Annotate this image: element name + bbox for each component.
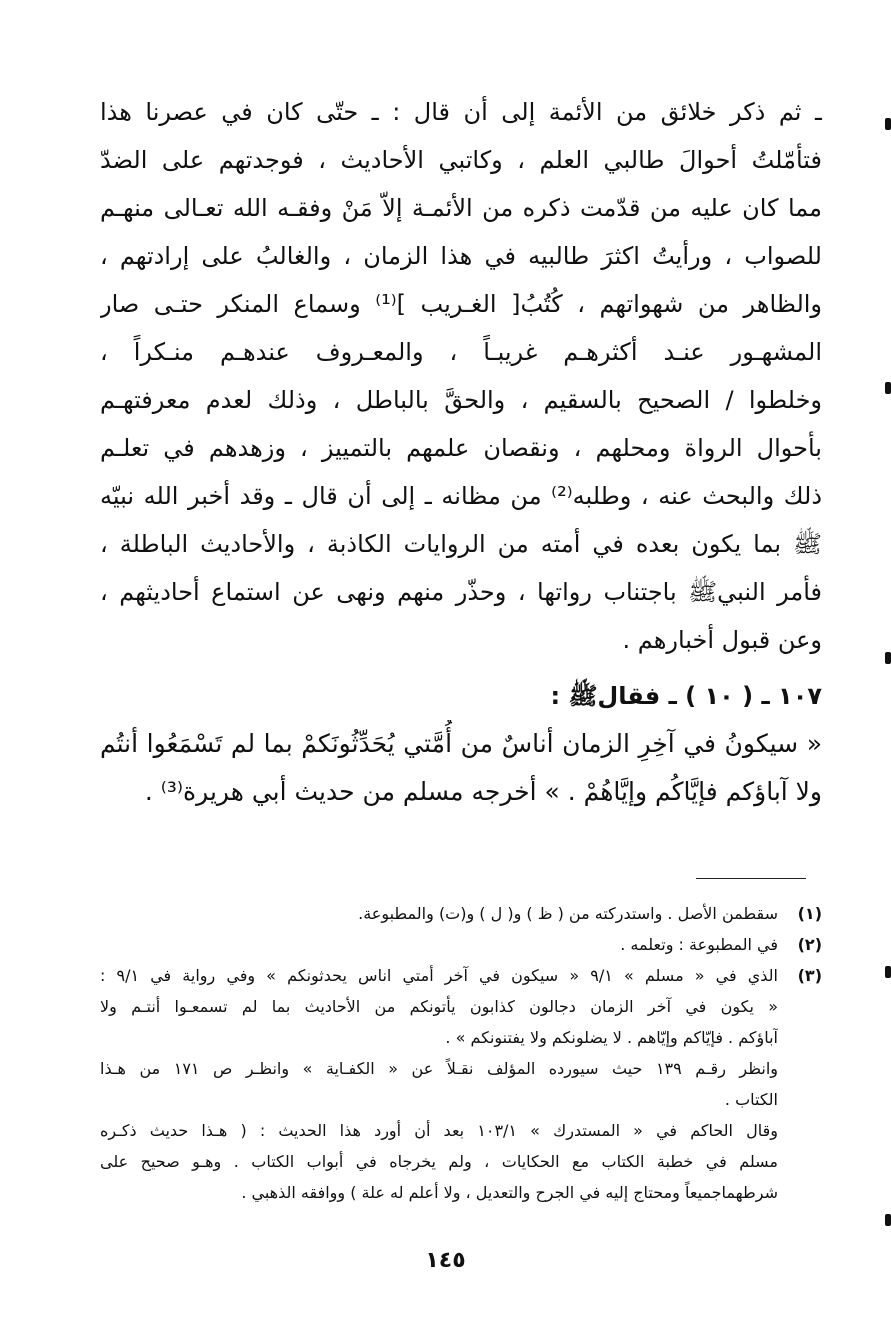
main-text-block (100, 88, 822, 816)
text-line: ذلك والبحث عنه ، وطلبه⁽²⁾ من مظانه ـ إلى أن قال ـ وقد أخبر الله نبيّه (100, 482, 822, 510)
footnote-number: (١) (797, 904, 822, 923)
hadith-heading: ١٠٧ ـ ( ١٠ ) ـ فقالﷺ : (550, 682, 822, 710)
text-line: فتأمّلتُ أحوالَ طالبي العلم ، وكاتبي الأحاديث ، فوجدتهم على الضدّ (100, 146, 822, 174)
footnote (100, 929, 822, 960)
footnote-number: (٣) (797, 966, 822, 985)
text-line: وعن قبول أخبارهم . (622, 626, 822, 654)
footnote-body (100, 960, 778, 1208)
text-line: والظاهر من شهواتهم ، كُتُبُ[ الغـريب ]⁽¹⁾ وسماع المنكر حتـى صار (100, 290, 822, 318)
text-line: فأمر النبيﷺ باجتناب رواتها ، وحذّر منهم ونهى عن استماع أحاديثهم ، (100, 578, 822, 606)
scan-edge-mark (885, 652, 891, 664)
footnote-line: آباؤكم . فإيّاكم وإيّاهم . لا يضلونكم ولا يفتنونكم » . (445, 1028, 778, 1047)
footnote-number: (٢) (797, 935, 822, 954)
page-number: ١٤٥ (425, 1248, 466, 1273)
text-line: ـ ثم ذكر خلائق من الأئمة إلى أن قال : ـ حتّى كان في عصرنا هذا (100, 98, 822, 126)
scan-edge-mark (885, 1214, 891, 1226)
footnote-line: مسلم في خطبة الكتاب مع الحكايات ، ولم يخرجاه في أبواب الكتاب . وهـو صحيح على (100, 1152, 778, 1171)
footnote-line: وقال الحاكم في « المستدرك » ١٠٣/١ بعد أن أورد هذا الحديث : ( هـذا حديث ذكـره (100, 1121, 778, 1140)
footnote-line: الذي في « مسلم » ٩/١ « سيكون في آخر أمتي اناس يحدثونكم » وفي رواية في ٩/١ : (100, 966, 778, 985)
footnote-line: في المطبوعة : وتعلمه . (620, 935, 778, 954)
footnote-separator (696, 878, 806, 879)
scan-edge-mark (885, 966, 891, 978)
text-line: وخلطوا / الصحيح بالسقيم ، والحقَّ بالباطل ، وذلك لعدم معرفتهـم (100, 386, 822, 414)
footnote-line: شرطهماجميعاً ومحتاج إليه في الجرح والتعديل ، ولا أعلم له علة ) ووافقه الذهبي . (241, 1183, 778, 1202)
footnote-line: « يكون في آخر الزمان دجالون كذابون يأتونكم من الأحاديث بما لم تسمعـوا أنتـم ولا (100, 997, 778, 1016)
footnote-line: الكتاب . (724, 1090, 778, 1109)
footnote-line: سقطمن الأصل . واستدركته من ( ظ ) و( ل ) و(ت) والمطبوعة. (358, 904, 778, 923)
footnote (100, 960, 822, 1208)
text-line: للصواب ، ورأيتُ اكثرَ طالبيه في هذا الزمان ، والغالبُ على إرادتهم ، (100, 242, 822, 270)
scan-edge-mark (885, 118, 891, 130)
hadith-text-line: ولا آباؤكم فإيَّاكُم وإيَّاهُمْ . » أخرجه مسلم من حديث أبي هريرة⁽³⁾ . (144, 777, 822, 806)
footnote-line: وانظر رقـم ١٣٩ حيث سيورده المؤلف نقـلاً عن « الكفـاية » وانظـر ص ١٧١ من هـذا (100, 1059, 778, 1078)
text-line: المشهـور عنـد أكثرهـم غريبـاً ، والمعـروف عندهـم منـكراً ، (100, 338, 822, 366)
footnote-body (100, 898, 778, 929)
footnote (100, 898, 822, 929)
hadith-text-line: « سيكونُ في آخِرِ الزمان أناسٌ من أُمَّتي يُحَدِّثُونَكمْ بما لم تَسْمَعُوا أنتُم (100, 729, 822, 758)
footnote-body (100, 929, 778, 960)
scan-edge-mark (885, 382, 891, 394)
text-line: مما كان عليه من قدّمت ذكره من الأئمـة إلاّ مَنْ وفقـه الله تعـالى منهـم (100, 194, 822, 222)
text-line: ﷺ بما يكون بعده في أمته من الروايات الكاذبة ، والأحاديث الباطلة ، (100, 530, 822, 558)
text-line: بأحوال الرواة ومحلهم ، ونقصان علمهم بالتمييز ، وزهدهم في تعلـم (100, 434, 822, 462)
footnotes-block (100, 898, 822, 1208)
